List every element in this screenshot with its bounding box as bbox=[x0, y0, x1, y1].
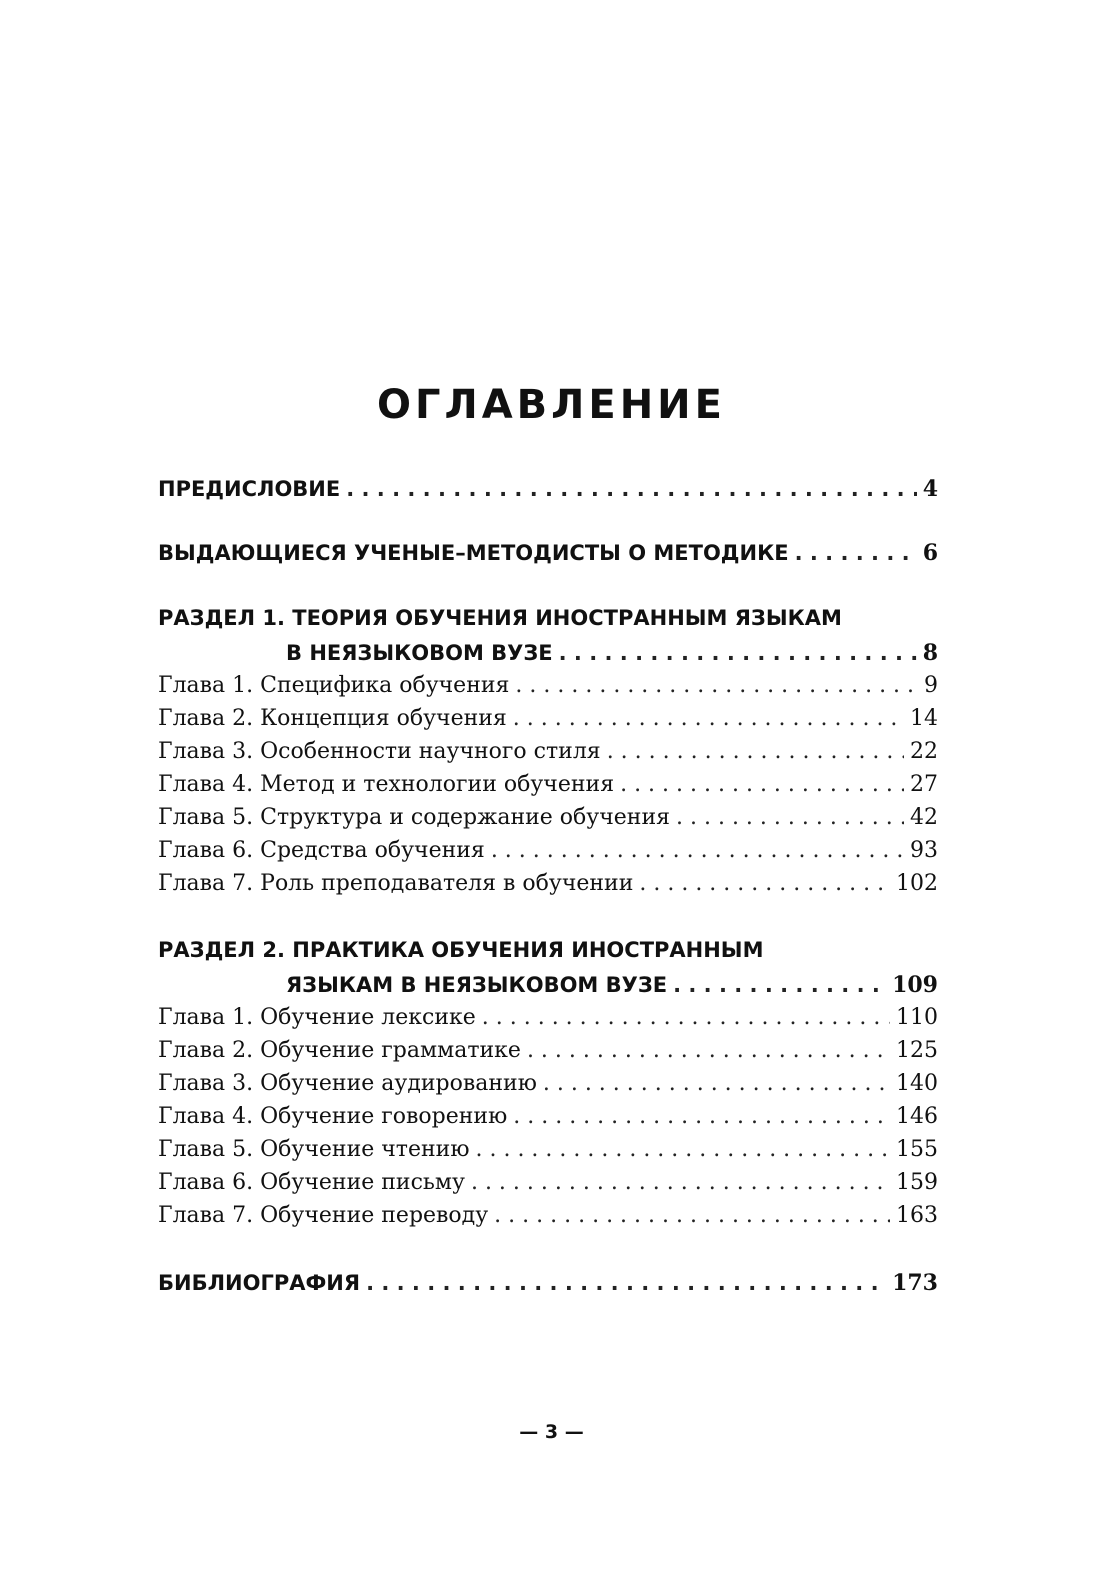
toc-entry-section1[interactable] bbox=[158, 640, 938, 666]
toc-chapter[interactable] bbox=[158, 1005, 938, 1030]
section2-heading-line1[interactable]: РАЗДЕЛ 2. ПРАКТИКА ОБУЧЕНИЯ ИНОСТРАННЫМ bbox=[158, 938, 764, 962]
dot-leader bbox=[543, 1071, 890, 1096]
dot-leader bbox=[366, 1271, 886, 1295]
toc-chapter[interactable] bbox=[158, 1071, 938, 1096]
toc-chapter-page: 93 bbox=[910, 838, 938, 863]
toc-chapter-label: Глава 3. Особенности научного стиля bbox=[158, 739, 601, 764]
toc-chapter[interactable] bbox=[158, 1203, 938, 1228]
toc-chapter-page: 27 bbox=[910, 772, 938, 797]
dot-leader bbox=[494, 1203, 890, 1228]
toc-chapter-label: Глава 6. Средства обучения bbox=[158, 838, 485, 863]
toc-chapter[interactable] bbox=[158, 1137, 938, 1162]
toc-chapter-page: 102 bbox=[896, 871, 938, 896]
toc-chapter[interactable] bbox=[158, 1170, 938, 1195]
toc-chapter[interactable] bbox=[158, 772, 938, 797]
dot-leader bbox=[639, 871, 890, 896]
toc-entry-bibliography[interactable] bbox=[158, 1270, 938, 1296]
section2-heading-line2: ЯЗЫКАМ В НЕЯЗЫКОВОМ ВУЗЕ bbox=[286, 973, 668, 997]
dot-leader bbox=[795, 541, 917, 565]
toc-chapter-page: 14 bbox=[910, 706, 938, 731]
dot-leader bbox=[346, 477, 916, 501]
toc-chapter-label: Глава 3. Обучение аудированию bbox=[158, 1071, 537, 1096]
dot-leader bbox=[620, 772, 904, 797]
toc-entry-label: ПРЕДИСЛОВИЕ bbox=[158, 477, 341, 501]
dot-leader bbox=[515, 673, 918, 698]
toc-chapter-label: Глава 7. Роль преподавателя в обучении bbox=[158, 871, 634, 896]
toc-chapter[interactable] bbox=[158, 838, 938, 863]
toc-chapter-label: Глава 5. Обучение чтению bbox=[158, 1137, 470, 1162]
dot-leader bbox=[513, 706, 904, 731]
dot-leader bbox=[513, 1104, 890, 1129]
page-title: ОГЛАВЛЕНИЕ bbox=[377, 382, 726, 428]
toc-chapter[interactable] bbox=[158, 1104, 938, 1129]
toc-entry-preface[interactable] bbox=[158, 476, 938, 502]
toc-chapter-page: 146 bbox=[896, 1104, 938, 1129]
section1-heading-line1[interactable]: РАЗДЕЛ 1. ТЕОРИЯ ОБУЧЕНИЯ ИНОСТРАННЫМ ЯЗЫКАМ bbox=[158, 606, 842, 630]
dot-leader bbox=[482, 1005, 890, 1030]
dot-leader bbox=[673, 973, 886, 997]
toc-chapter-page: 140 bbox=[896, 1071, 938, 1096]
toc-chapter-label: Глава 4. Обучение говорению bbox=[158, 1104, 508, 1129]
toc-chapter[interactable] bbox=[158, 871, 938, 896]
section1-heading-line2: В НЕЯЗЫКОВОМ ВУЗЕ bbox=[286, 641, 553, 665]
toc-chapter-label: Глава 5. Структура и содержание обучения bbox=[158, 805, 670, 830]
toc-chapter-label: Глава 1. Обучение лексике bbox=[158, 1005, 476, 1030]
toc-chapter-page: 9 bbox=[924, 673, 938, 698]
toc-entry-page: 173 bbox=[892, 1270, 938, 1296]
toc-chapter-label: Глава 2. Обучение грамматике bbox=[158, 1038, 521, 1063]
toc-entry-page: 8 bbox=[922, 640, 938, 666]
toc-chapter-label: Глава 2. Концепция обучения bbox=[158, 706, 507, 731]
toc-chapter[interactable] bbox=[158, 706, 938, 731]
toc-chapter-page: 125 bbox=[896, 1038, 938, 1063]
page-number: — 3 — bbox=[519, 1421, 584, 1443]
toc-chapter-page: 163 bbox=[896, 1203, 938, 1228]
dot-leader bbox=[491, 838, 904, 863]
toc-chapter[interactable] bbox=[158, 673, 938, 698]
toc-chapter-label: Глава 7. Обучение переводу bbox=[158, 1203, 489, 1228]
toc-chapter-page: 110 bbox=[896, 1005, 938, 1030]
toc-chapter-page: 159 bbox=[896, 1170, 938, 1195]
toc-chapter-label: Глава 4. Метод и технологии обучения bbox=[158, 772, 615, 797]
toc-chapter-page: 155 bbox=[896, 1137, 938, 1162]
toc-chapter-label: Глава 1. Специфика обучения bbox=[158, 673, 510, 698]
toc-chapter-label: Глава 6. Обучение письму bbox=[158, 1170, 465, 1195]
toc-entry-page: 4 bbox=[922, 476, 938, 502]
toc-entry-page: 109 bbox=[892, 972, 938, 998]
toc-entry-page: 6 bbox=[922, 540, 938, 566]
toc-entry-label: БИБЛИОГРАФИЯ bbox=[158, 1271, 361, 1295]
toc-chapter[interactable] bbox=[158, 1038, 938, 1063]
toc-entry-label: ВЫДАЮЩИЕСЯ УЧЕНЫЕ–МЕТОДИСТЫ О МЕТОДИКЕ bbox=[158, 541, 789, 565]
toc-entry-scholars[interactable] bbox=[158, 540, 938, 566]
toc-chapter-page: 22 bbox=[910, 739, 938, 764]
toc-chapter[interactable] bbox=[158, 739, 938, 764]
dot-leader bbox=[676, 805, 904, 830]
toc-chapter[interactable] bbox=[158, 805, 938, 830]
toc-chapter-page: 42 bbox=[910, 805, 938, 830]
dot-leader bbox=[471, 1170, 890, 1195]
dot-leader bbox=[607, 739, 904, 764]
dot-leader bbox=[475, 1137, 890, 1162]
dot-leader bbox=[527, 1038, 890, 1063]
dot-leader bbox=[559, 641, 917, 665]
toc-entry-section2[interactable] bbox=[158, 972, 938, 998]
